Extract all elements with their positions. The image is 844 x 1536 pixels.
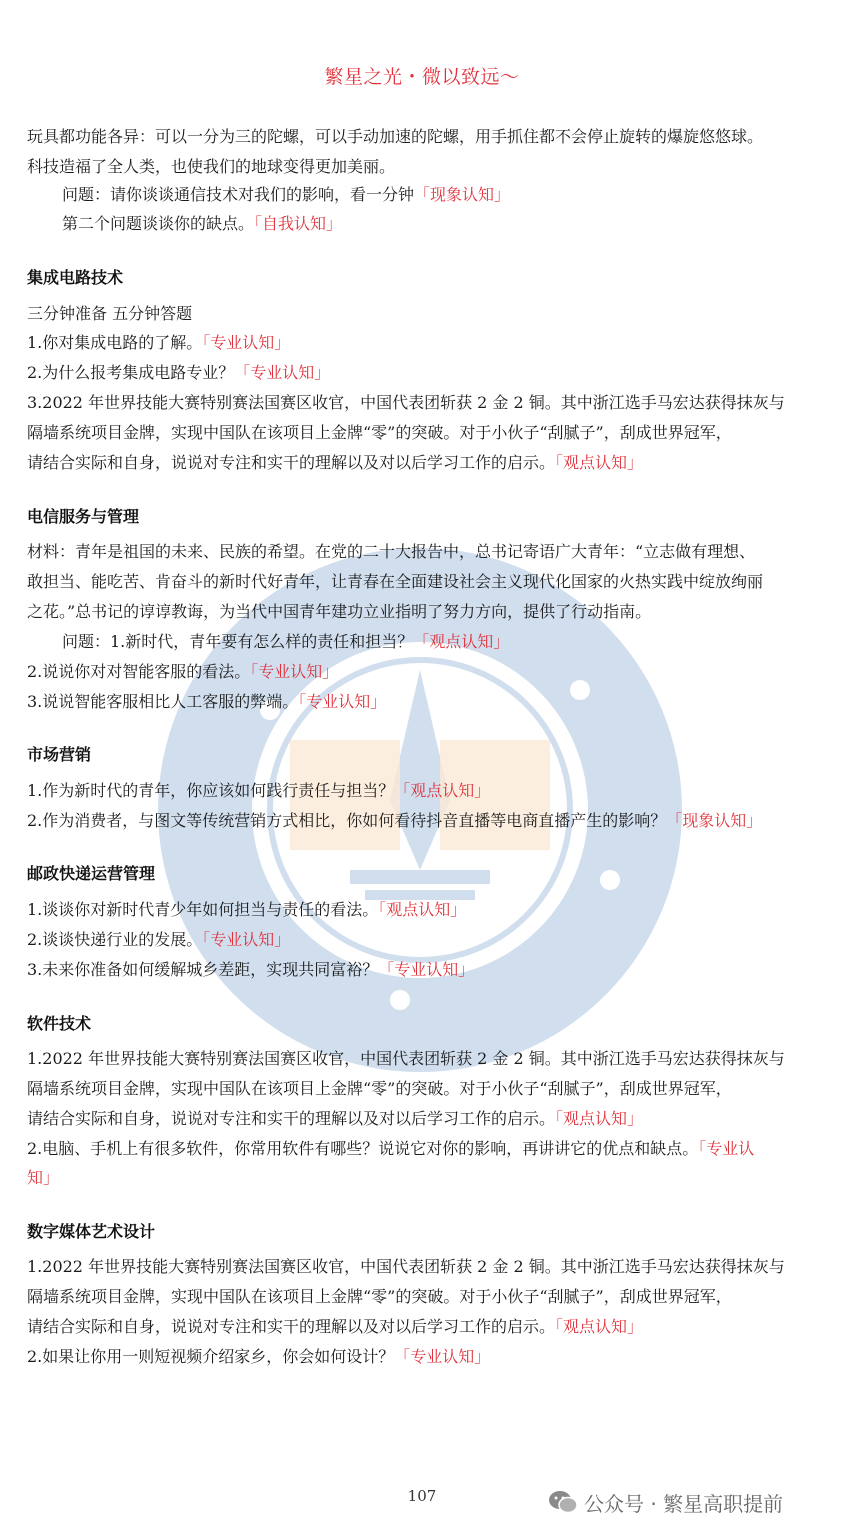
text-line: 3.2022 年世界技能大赛特别赛法国赛区收官，中国代表团斩获 2 金 2 铜。其中浙江选手马宏达获得抹灰与 [27,393,785,412]
question-line: 2.说说你对对智能客服的看法。「专业认知」 [27,662,339,681]
wechat-icon [548,1490,578,1514]
question-line: 2.谈谈快递行业的发展。「专业认知」 [27,930,291,949]
section-heading: 数字媒体艺术设计 [27,1222,156,1241]
question-line: 2.电脑、手机上有很多软件，你常用软件有哪些？说说它对你的影响，再讲讲它的优点和缺点。「专业认 [27,1139,755,1158]
category-tag: 「现象认知」 [414,185,511,204]
text-line: 1.2022 年世界技能大赛特别赛法国赛区收官，中国代表团斩获 2 金 2 铜。其中浙江选手马宏达获得抹灰与 [27,1257,785,1276]
category-tag: 「专业认知」 [250,662,339,681]
text-line: 隔墙系统项目金牌，实现中国队在该项目上金牌“零”的突破。对于小伙子“刮腻子”，刮成世界冠军， [27,1079,732,1098]
question-line: 2.为什么报考集成电路专业？「专业认知」 [27,363,331,382]
category-tag: 「专业认知」 [234,363,331,382]
section-heading: 软件技术 [27,1014,92,1033]
text-line: 隔墙系统项目金牌，实现中国队在该项目上金牌“零”的突破。对于小伙子“刮腻子”，刮成世界冠军， [27,1287,732,1306]
section-heading: 电信服务与管理 [27,507,140,526]
text-line: 之花。”总书记的谆谆教诲，为当代中国青年建功立业指明了努力方向，提供了行动指南。 [27,602,652,621]
question-line: 1.你对集成电路的了解。「专业认知」 [27,333,291,352]
question-line: 问题：请你谈谈通信技术对我们的影响，看一分钟「现象认知」 [62,185,511,204]
category-tag: 「专业认知」 [298,692,387,711]
text-line: 三分钟准备 五分钟答题 [27,304,193,323]
section-heading: 邮政快递运营管理 [27,864,156,883]
wechat-account-badge[interactable] [548,1488,783,1516]
question-line: 1.谈谈你对新时代青少年如何担当与责任的看法。「观点认知」 [27,900,467,919]
category-tag: 「现象认知」 [666,811,763,830]
category-tag: 「观点认知」 [555,1317,644,1336]
section-heading: 市场营销 [27,745,92,764]
category-tag: 「观点认知」 [394,781,491,800]
page-header: 繁星之光・微以致远～ [324,66,520,88]
category-tag: 知」 [27,1168,60,1187]
section-heading: 集成电路技术 [27,268,124,287]
category-tag: 「观点认知」 [378,900,467,919]
question-line: 请结合实际和自身，说说对专注和实干的理解以及对以后学习工作的启示。「观点认知」 [27,1317,644,1336]
text-line: 玩具都功能各异：可以一分为三的陀螺，可以手动加速的陀螺，用手抓住都不会停止旋转的爆旋悠悠球。 [27,127,764,146]
category-tag: 「观点认知」 [555,1109,644,1128]
category-tag: 「专业认知」 [202,333,291,352]
category-tag: 「观点认知」 [555,453,644,472]
question-line: 1.作为新时代的青年，你应该如何践行责任与担当？「观点认知」 [27,781,491,800]
category-tag: 「专业认知」 [378,960,475,979]
category-tag: 「自我认知」 [254,214,343,233]
question-line: 2.如果让你用一则短视频介绍家乡，你会如何设计？「专业认知」 [27,1347,491,1366]
category-tag: 「专业认知」 [394,1347,491,1366]
text-line: 敢担当、能吃苦、肯奋斗的新时代好青年，让青春在全面建设社会主义现代化国家的火热实践中绽放绚丽 [27,572,764,591]
text-line: 科技造福了全人类，也使我们的地球变得更加美丽。 [27,157,396,176]
question-line: 第二个问题谈谈你的缺点。「自我认知」 [62,214,343,233]
category-tag: 「专业认知」 [202,930,291,949]
question-line: 请结合实际和自身，说说对专注和实干的理解以及对以后学习工作的启示。「观点认知」 [27,1109,644,1128]
text-line: 材料：青年是祖国的未来、民族的希望。在党的二十大报告中，总书记寄语广大青年：“立志做有理想、 [27,542,756,561]
category-tag: 「专业认 [698,1139,755,1158]
text-line: 1.2022 年世界技能大赛特别赛法国赛区收官，中国代表团斩获 2 金 2 铜。其中浙江选手马宏达获得抹灰与 [27,1049,785,1068]
question-line-continued [27,1168,59,1188]
text-line: 隔墙系统项目金牌，实现中国队在该项目上金牌“零”的突破。对于小伙子“刮腻子”，刮成世界冠军， [27,423,732,442]
category-tag: 「观点认知」 [413,632,510,651]
question-line: 请结合实际和自身，说说对专注和实干的理解以及对以后学习工作的启示。「观点认知」 [27,453,644,472]
page-number: 107 [407,1487,437,1505]
question-line: 2.作为消费者，与图文等传统营销方式相比，你如何看待抖音直播等电商直播产生的影响？「现象认知」 [27,811,763,830]
question-line: 问题：1.新时代，青年要有怎么样的责任和担当？「观点认知」 [62,632,510,651]
question-line: 3.未来你准备如何缓解城乡差距，实现共同富裕？「专业认知」 [27,960,475,979]
wechat-account-name: 公众号 · 繁星高职提前 [584,1491,784,1516]
question-line: 3.说说智能客服相比人工客服的弊端。「专业认知」 [27,692,387,711]
